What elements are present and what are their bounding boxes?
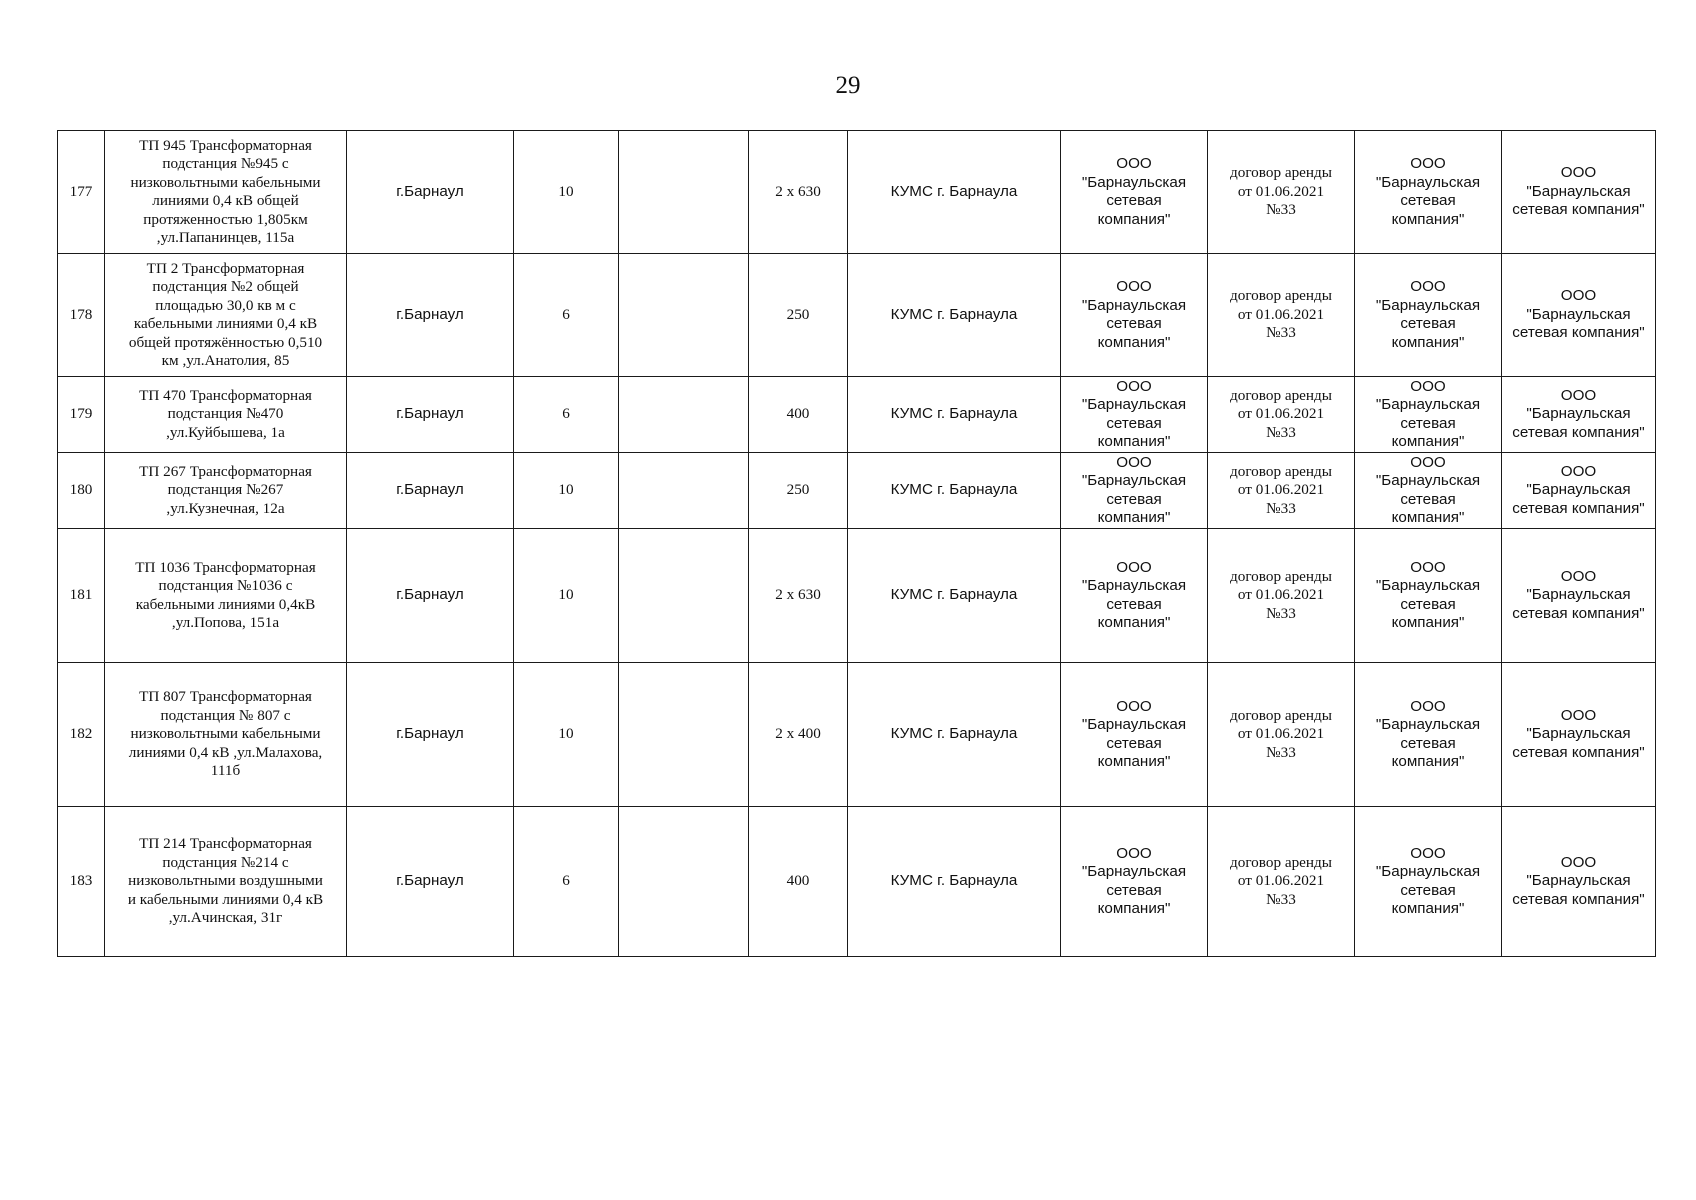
cell-line: протяженностью 1,805км xyxy=(143,210,308,228)
object-description-cell xyxy=(105,453,347,529)
cell-line: подстанция №945 с xyxy=(162,155,289,172)
basis-cell xyxy=(1208,377,1355,453)
cell-line: ООО xyxy=(1560,706,1597,724)
cell-line: "Барнаульская xyxy=(1375,716,1481,733)
cell-line: компания" xyxy=(1097,614,1171,631)
empty-cell xyxy=(619,254,749,377)
voltage-cell: 10 xyxy=(514,131,619,254)
table-row xyxy=(58,131,1656,254)
cell-line: низковольтными кабельными xyxy=(130,725,321,743)
cell-line: "Барнаульская xyxy=(1081,577,1187,594)
locality-cell: г.Барнаул xyxy=(347,663,514,807)
row-number-cell: 181 xyxy=(58,529,105,663)
cell-line: сетевая xyxy=(1400,490,1456,508)
cell-line: ООО xyxy=(1560,853,1597,871)
row-number-cell: 177 xyxy=(58,131,105,254)
object-description-cell xyxy=(105,663,347,807)
cell-line: "Барнаульская xyxy=(1375,863,1481,880)
cell-line: ООО xyxy=(1410,155,1446,172)
cell-line: подстанция №470 xyxy=(167,405,284,423)
cell-line: №33 xyxy=(1266,890,1296,908)
cell-line: "Барнаульская xyxy=(1081,296,1187,314)
table-row xyxy=(58,529,1656,663)
cell-line: ТП 267 Трансформаторная xyxy=(139,462,312,480)
cell-line: ООО xyxy=(1410,844,1446,862)
cell-line: сетевая компания" xyxy=(1512,324,1645,342)
cell-line: кабельными линиями 0,4 кВ xyxy=(133,315,318,332)
cell-line: "Барнаульская xyxy=(1375,472,1481,489)
power-cell: 2 х 400 xyxy=(749,663,848,807)
voltage-cell: 10 xyxy=(514,529,619,663)
cell-line: сетевая компания" xyxy=(1512,423,1645,441)
cell-line: ,ул.Ачинская, 31г xyxy=(168,909,283,927)
cell-line: ООО xyxy=(1560,287,1597,305)
cell-line: сетевая xyxy=(1106,734,1162,752)
object-description-cell xyxy=(105,377,347,453)
voltage-cell: 10 xyxy=(514,453,619,529)
cell-line: площадью 30,0 кв м с xyxy=(155,296,296,314)
cell-line: от 01.06.2021 xyxy=(1237,405,1325,423)
cell-line: №33 xyxy=(1266,604,1296,622)
cell-line: "Барнаульская xyxy=(1375,396,1481,413)
locality-cell: г.Барнаул xyxy=(347,807,514,957)
cell-line: "Барнаульская xyxy=(1375,296,1481,314)
power-cell: 400 xyxy=(749,377,848,453)
cell-line: от 01.06.2021 xyxy=(1237,586,1325,604)
cell-line: кабельными линиями 0,4кВ xyxy=(135,595,316,613)
cell-line: компания" xyxy=(1391,900,1465,917)
cell-line: сетевая компания" xyxy=(1512,743,1645,761)
cell-line: сетевая xyxy=(1106,490,1162,508)
cell-line: общей протяжённостью 0,510 xyxy=(128,333,323,351)
cell-line: компания" xyxy=(1097,433,1171,450)
cell-line: низковольтными воздушными xyxy=(128,872,323,890)
empty-cell xyxy=(619,663,749,807)
cell-line: от 01.06.2021 xyxy=(1237,481,1325,499)
cell-line: договор аренды xyxy=(1230,853,1332,871)
cell-line: сетевая xyxy=(1106,881,1162,899)
operator-cell xyxy=(1355,131,1502,254)
cell-line: ООО xyxy=(1560,386,1597,404)
cell-line: "Барнаульская xyxy=(1375,577,1481,594)
cell-line: ТП 470 Трансформаторная xyxy=(139,386,312,404)
voltage-cell: 6 xyxy=(514,807,619,957)
row-number-cell: 178 xyxy=(58,254,105,377)
cell-line: №33 xyxy=(1266,743,1296,761)
cell-line: компания" xyxy=(1097,210,1171,228)
cell-line: ООО xyxy=(1116,844,1152,862)
user-cell xyxy=(1502,254,1656,377)
cell-line: линиями 0,4 кВ общей xyxy=(152,192,299,209)
cell-line: сетевая xyxy=(1400,734,1456,752)
cell-line: подстанция №1036 с xyxy=(158,577,293,594)
cell-line: сетевая компания" xyxy=(1512,201,1645,219)
cell-line: ООО xyxy=(1410,278,1446,295)
power-cell: 2 х 630 xyxy=(749,131,848,254)
voltage-cell: 6 xyxy=(514,377,619,453)
locality-cell: г.Барнаул xyxy=(347,377,514,453)
owner-cell: КУМС г. Барнаула xyxy=(848,254,1061,377)
cell-line: компания" xyxy=(1097,333,1171,351)
basis-cell xyxy=(1208,529,1355,663)
power-cell: 250 xyxy=(749,453,848,529)
empty-cell xyxy=(619,453,749,529)
cell-line: ООО xyxy=(1116,697,1152,715)
cell-line: №33 xyxy=(1266,499,1296,517)
holder-cell xyxy=(1061,131,1208,254)
cell-line: линиями 0,4 кВ ,ул.Малахова, xyxy=(128,743,323,761)
cell-line: ООО xyxy=(1116,377,1152,395)
cell-line: договор аренды xyxy=(1230,567,1332,585)
cell-line: договор аренды xyxy=(1230,386,1332,404)
object-description-cell xyxy=(105,807,347,957)
object-description-cell xyxy=(105,254,347,377)
cell-line: ТП 807 Трансформаторная xyxy=(139,688,312,706)
cell-line: договор аренды xyxy=(1230,287,1332,305)
basis-cell xyxy=(1208,453,1355,529)
cell-line: №33 xyxy=(1266,201,1296,219)
table-body xyxy=(58,131,1656,957)
cell-line: №33 xyxy=(1266,324,1296,342)
object-description-cell xyxy=(105,131,347,254)
table-row xyxy=(58,254,1656,377)
holder-cell xyxy=(1061,807,1208,957)
cell-line: "Барнаульская xyxy=(1081,173,1187,191)
basis-cell xyxy=(1208,131,1355,254)
cell-line: от 01.06.2021 xyxy=(1237,872,1325,890)
operator-cell xyxy=(1355,377,1502,453)
page-number: 29 xyxy=(835,72,861,99)
cell-line: "Барнаульская xyxy=(1081,863,1187,880)
cell-line: ООО xyxy=(1116,558,1152,576)
cell-line: ООО xyxy=(1560,462,1597,480)
cell-line: №33 xyxy=(1266,423,1296,441)
owner-cell: КУМС г. Барнаула xyxy=(848,453,1061,529)
cell-line: от 01.06.2021 xyxy=(1237,182,1325,200)
cell-line: "Барнаульская xyxy=(1081,716,1187,733)
cell-line: компания" xyxy=(1391,333,1465,351)
empty-cell xyxy=(619,807,749,957)
cell-line: подстанция № 807 с xyxy=(160,706,291,724)
empty-cell xyxy=(619,131,749,254)
cell-line: сетевая компания" xyxy=(1512,604,1645,622)
operator-cell xyxy=(1355,254,1502,377)
cell-line: подстанция №267 xyxy=(167,481,284,499)
locality-cell: г.Барнаул xyxy=(347,529,514,663)
cell-line: и кабельными линиями 0,4 кВ xyxy=(127,890,324,908)
cell-line: ООО xyxy=(1116,278,1152,295)
locality-cell: г.Барнаул xyxy=(347,453,514,529)
cell-line: компания" xyxy=(1097,509,1171,526)
cell-line: ТП 2 Трансформаторная xyxy=(146,259,305,277)
cell-line: договор аренды xyxy=(1230,706,1332,724)
cell-line: "Барнаульская xyxy=(1526,586,1631,604)
cell-line: "Барнаульская xyxy=(1526,305,1631,323)
cell-line: компания" xyxy=(1391,433,1465,450)
voltage-cell: 10 xyxy=(514,663,619,807)
cell-line: ООО xyxy=(1410,697,1446,715)
basis-cell xyxy=(1208,807,1355,957)
table-row xyxy=(58,807,1656,957)
cell-line: ООО xyxy=(1116,453,1152,471)
cell-line: "Барнаульская xyxy=(1375,173,1481,191)
cell-line: "Барнаульская xyxy=(1526,725,1631,743)
cell-line: от 01.06.2021 xyxy=(1237,305,1325,323)
user-cell xyxy=(1502,131,1656,254)
cell-line: ТП 214 Трансформаторная xyxy=(139,835,312,853)
cell-line: "Барнаульская xyxy=(1526,405,1631,423)
holder-cell xyxy=(1061,377,1208,453)
cell-line: "Барнаульская xyxy=(1081,472,1187,489)
object-description-cell xyxy=(105,529,347,663)
locality-cell: г.Барнаул xyxy=(347,131,514,254)
cell-line: компания" xyxy=(1391,509,1465,526)
cell-line: ООО xyxy=(1116,155,1152,172)
cell-line: ООО xyxy=(1410,558,1446,576)
cell-line: низковольтными кабельными xyxy=(130,173,321,191)
row-number-cell: 179 xyxy=(58,377,105,453)
cell-line: ,ул.Папанинцев, 115а xyxy=(156,229,295,246)
cell-line: км ,ул.Анатолия, 85 xyxy=(161,352,290,369)
cell-line: сетевая xyxy=(1106,192,1162,209)
owner-cell: КУМС г. Барнаула xyxy=(848,529,1061,663)
cell-line: ТП 945 Трансформаторная xyxy=(139,136,312,154)
cell-line: подстанция №214 с xyxy=(162,853,289,871)
cell-line: ,ул.Куйбышева, 1а xyxy=(166,423,285,441)
cell-line: сетевая xyxy=(1400,315,1456,332)
cell-line: ,ул.Попова, 151а xyxy=(171,614,280,631)
cell-line: компания" xyxy=(1391,210,1465,228)
voltage-cell: 6 xyxy=(514,254,619,377)
cell-line: 111б xyxy=(210,762,241,780)
user-cell xyxy=(1502,807,1656,957)
cell-line: сетевая компания" xyxy=(1512,499,1645,517)
cell-line: сетевая xyxy=(1400,595,1456,613)
cell-line: ,ул.Кузнечная, 12а xyxy=(166,499,285,517)
cell-line: договор аренды xyxy=(1230,462,1332,480)
power-cell: 2 х 630 xyxy=(749,529,848,663)
table-row xyxy=(58,453,1656,529)
cell-line: сетевая xyxy=(1400,881,1456,899)
operator-cell xyxy=(1355,807,1502,957)
cell-line: от 01.06.2021 xyxy=(1237,725,1325,743)
cell-line: сетевая xyxy=(1400,414,1456,432)
user-cell xyxy=(1502,529,1656,663)
table-row xyxy=(58,377,1656,453)
cell-line: ООО xyxy=(1410,453,1446,471)
cell-line: компания" xyxy=(1097,753,1171,770)
basis-cell xyxy=(1208,663,1355,807)
cell-line: "Барнаульская xyxy=(1526,481,1631,499)
empty-cell xyxy=(619,529,749,663)
user-cell xyxy=(1502,453,1656,529)
cell-line: сетевая xyxy=(1400,192,1456,209)
cell-line: ТП 1036 Трансформаторная xyxy=(135,558,316,576)
owner-cell: КУМС г. Барнаула xyxy=(848,377,1061,453)
cell-line: "Барнаульская xyxy=(1526,872,1631,890)
operator-cell xyxy=(1355,663,1502,807)
cell-line: ООО xyxy=(1560,164,1597,182)
cell-line: договор аренды xyxy=(1230,164,1332,182)
basis-cell xyxy=(1208,254,1355,377)
operator-cell xyxy=(1355,529,1502,663)
user-cell xyxy=(1502,377,1656,453)
row-number-cell: 183 xyxy=(58,807,105,957)
cell-line: компания" xyxy=(1391,614,1465,631)
operator-cell xyxy=(1355,453,1502,529)
table-row xyxy=(58,663,1656,807)
cell-line: сетевая xyxy=(1106,315,1162,332)
owner-cell: КУМС г. Барнаула xyxy=(848,807,1061,957)
row-number-cell: 180 xyxy=(58,453,105,529)
cell-line: "Барнаульская xyxy=(1526,182,1631,200)
cell-line: ООО xyxy=(1410,377,1446,395)
holder-cell xyxy=(1061,663,1208,807)
cell-line: подстанция №2 общей xyxy=(152,278,299,295)
cell-line: "Барнаульская xyxy=(1081,396,1187,413)
power-cell: 250 xyxy=(749,254,848,377)
holder-cell xyxy=(1061,254,1208,377)
holder-cell xyxy=(1061,453,1208,529)
owner-cell: КУМС г. Барнаула xyxy=(848,131,1061,254)
cell-line: сетевая xyxy=(1106,595,1162,613)
row-number-cell: 182 xyxy=(58,663,105,807)
cell-line: ООО xyxy=(1560,567,1597,585)
cell-line: сетевая xyxy=(1106,414,1162,432)
cell-line: компания" xyxy=(1097,900,1171,917)
owner-cell: КУМС г. Барнаула xyxy=(848,663,1061,807)
cell-line: сетевая компания" xyxy=(1512,890,1645,908)
holder-cell xyxy=(1061,529,1208,663)
empty-cell xyxy=(619,377,749,453)
user-cell xyxy=(1502,663,1656,807)
cell-line: компания" xyxy=(1391,753,1465,770)
power-cell: 400 xyxy=(749,807,848,957)
substation-register-table xyxy=(57,130,1656,957)
locality-cell: г.Барнаул xyxy=(347,254,514,377)
